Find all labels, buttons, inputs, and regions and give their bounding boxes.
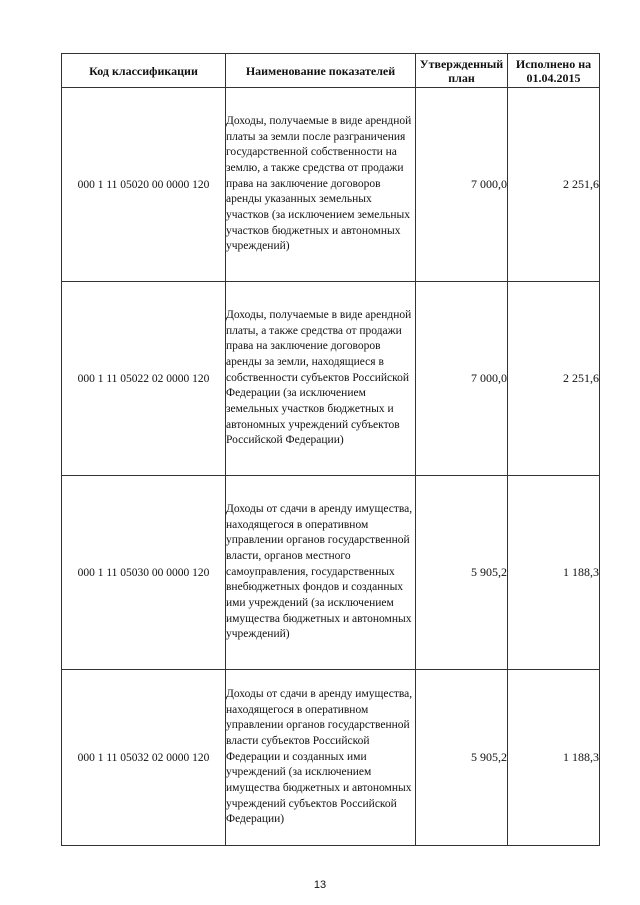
classification-code: 000 1 11 05032 02 0000 120 [62, 670, 226, 846]
table-row [62, 670, 600, 846]
indicator-name: Доходы от сдачи в аренду имущества, находящегося в оперативном управлении органов государственной власти, органов местного самоуправления, государственных внебюджетных фондов и созданных ими учреждений (за исключением имущества бюджетных и автономных учреждений) [226, 476, 416, 670]
indicator-name: Доходы, получаемые в виде арендной платы, а также средства от продажи права на заключение договоров аренды за земли, находящиеся в собственности субъектов Российской Федерации (за исключением земельных участков бюджетных и автономных учреждений субъектов Российской Федерации) [226, 282, 416, 476]
indicator-name: Доходы, получаемые в виде арендной платы за земли после разграничения государственной собственности на землю, а также средства от продажи права на заключение договоров аренды указанных земельных участков (за исключением земельных участков бюджетных и автономных учреждений) [226, 88, 416, 282]
executed-value: 2 251,6 [508, 88, 600, 282]
classification-code: 000 1 11 05022 02 0000 120 [62, 282, 226, 476]
plan-value: 7 000,0 [416, 282, 508, 476]
indicator-name: Доходы от сдачи в аренду имущества, находящегося в оперативном управлении органов государственной власти субъектов Российской Федерации и созданных ими учреждений (за исключением имущества бюджетных и автономных учреждений субъектов Российской Федерации) [226, 670, 416, 846]
header-plan: Утвержденный план [416, 54, 508, 88]
page-number: 13 [313, 879, 327, 891]
plan-value: 7 000,0 [416, 88, 508, 282]
header-code: Код классификации [62, 54, 226, 88]
plan-value: 5 905,2 [416, 476, 508, 670]
executed-value: 2 251,6 [508, 282, 600, 476]
revenue-table [61, 53, 600, 846]
classification-code: 000 1 11 05030 00 0000 120 [62, 476, 226, 670]
header-executed: Исполнено на 01.04.2015 [508, 54, 600, 88]
plan-value: 5 905,2 [416, 670, 508, 846]
classification-code: 000 1 11 05020 00 0000 120 [62, 88, 226, 282]
table-row [62, 476, 600, 670]
executed-value: 1 188,3 [508, 670, 600, 846]
table-row [62, 88, 600, 282]
table-row [62, 282, 600, 476]
header-name: Наименование показателей [226, 54, 416, 88]
table-header-row [62, 54, 600, 88]
executed-value: 1 188,3 [508, 476, 600, 670]
